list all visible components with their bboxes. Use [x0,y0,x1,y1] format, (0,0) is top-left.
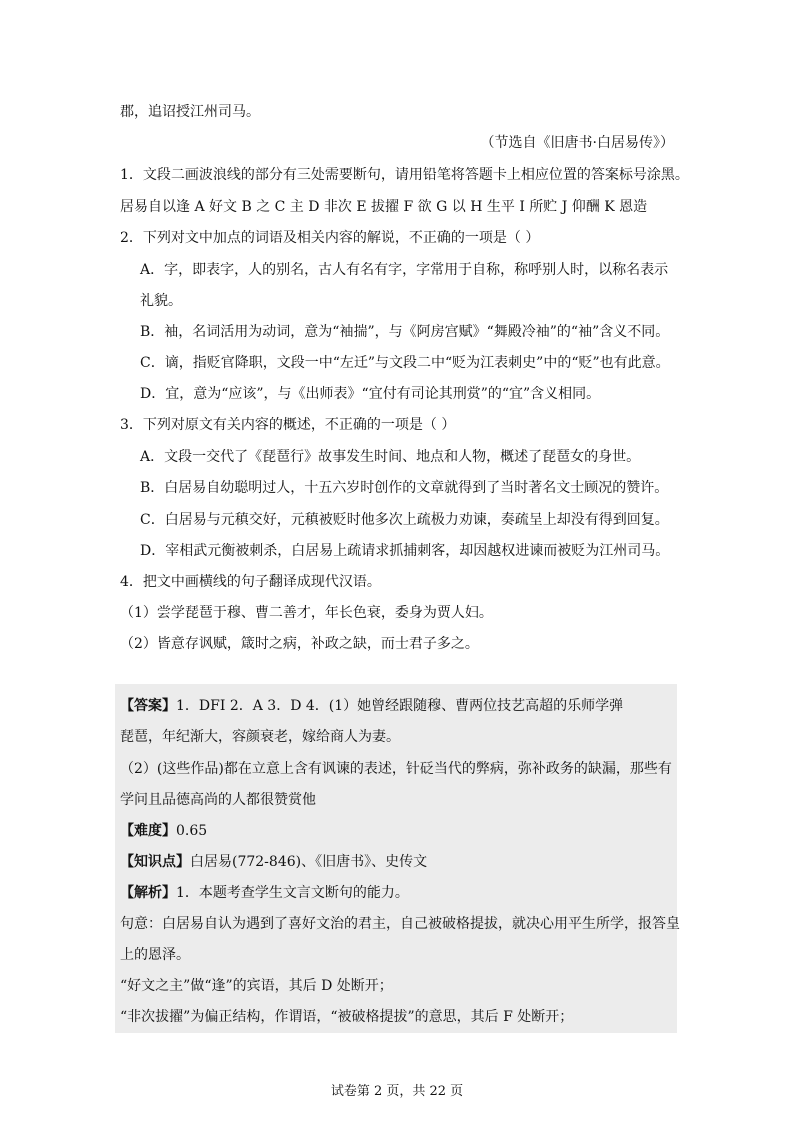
q2-option-a: A．字，即表字，人的别名，古人有名有字，字常用于自称，称呼别人时，以称名表示 [140,262,669,278]
question-1-text: 居易自以逢 A 好文 B 之 C 主 D 非次 E 拔擢 F 欲 G 以 H 生平 I 所贮 J 仰酬 K 恩造 [120,199,648,215]
question-1: 1．文段二画波浪线的部分有三处需要断句，请用铅笔将答题卡上相应位置的答案标号涂黑。 [120,167,689,183]
answer-label: 【答案】 [120,698,176,714]
answer-line-3: （2）(这些作品)都在立意上含有讽谏的表述，针砭当代的弊病，弥补政务的缺漏，那些有 [120,761,672,777]
passage-source: （节选自《旧唐书·白居易传》） [480,135,674,151]
answer-line-2: 琵琶，年纪渐大，容颜衰老，嫁给商人为妻。 [120,729,400,745]
difficulty-value: 0.65 [176,823,208,839]
answer-text-1: 1．DFI 2．A 3．D 4．(1）她曾经跟随穆、曹两位技艺高超的乐师学弹 [176,698,624,714]
knowledge-value: 白居易(772-846)、《旧唐书》、史传文 [190,854,428,870]
q4-item-1: （1）尝学琵琶于穆、曹二善才，年长色衰，委身为贾人妇。 [120,605,493,621]
q2-option-a-cont: 礼貌。 [140,293,182,309]
q3-option-d: D．宰相武元衡被刺杀，白居易上疏请求抓捕刺客，却因越权进谏而被贬为江州司马。 [140,543,670,559]
knowledge-line [120,852,427,872]
analysis-line-1 [120,883,409,903]
answer-line-1 [120,696,623,716]
analysis-line-5: “非次拔擢”为偏正结构，作谓语，“被破格提拔”的意思，其后 F 处断开； [120,1009,574,1025]
q3-option-c: C．白居易与元稹交好，元稹被贬时他多次上疏极力劝谏，奏疏呈上却没有得到回复。 [140,512,669,528]
analysis-line-4: “好文之主”做“逢”的宾语，其后 D 处断开； [120,978,393,994]
question-4: 4．把文中画横线的句子翻译成现代汉语。 [120,574,381,590]
analysis-line-3: 上的恩泽。 [120,947,190,963]
question-2: 2．下列对文中加点的词语及相关内容的解说，不正确的一项是（ ） [120,230,540,246]
difficulty-line [120,821,207,841]
analysis-text-1: 1．本题考查学生文言文断句的能力。 [176,885,409,901]
q3-option-a: A．文段一交代了《琵琶行》故事发生时间、地点和人物，概述了琵琶女的身世。 [140,449,641,465]
knowledge-label: 【知识点】 [120,854,190,870]
page-footer: 试卷第 2 页，共 22 页 [330,1084,464,1099]
answer-line-4: 学问且品德高尚的人都很赞赏他 [120,792,316,808]
q4-item-2: （2）皆意存讽赋，箴时之病，补政之缺，而士君子多之。 [120,636,479,652]
q3-option-b: B．白居易自幼聪明过人，十五六岁时创作的文章就得到了当时著名文士顾况的赞许。 [140,480,669,496]
passage-end-line: 郡，追诏授江州司马。 [120,104,260,120]
analysis-label: 【解析】 [120,885,176,901]
question-3: 3．下列对原文有关内容的概述，不正确的一项是（ ） [120,417,456,433]
difficulty-label: 【难度】 [120,823,176,839]
q2-option-d: D．宜，意为“应该”，与《出师表》“宜付有司论其刑赏”的“宜”含义相同。 [140,386,601,402]
q2-option-b: B．袖，名词活用为动词，意为“袖揣”，与《阿房宫赋》“舞殿冷袖”的“袖”含义不同。 [140,324,670,340]
analysis-line-2: 句意：白居易自认为遇到了喜好文治的君主，自己被破格提拔，就决心用平生所学，报答皇 [120,916,680,932]
q2-option-c: C．谪，指贬官降职，文段一中“左迁”与文段二中“贬为江表刺史”中的“贬”也有此意。 [140,355,670,371]
